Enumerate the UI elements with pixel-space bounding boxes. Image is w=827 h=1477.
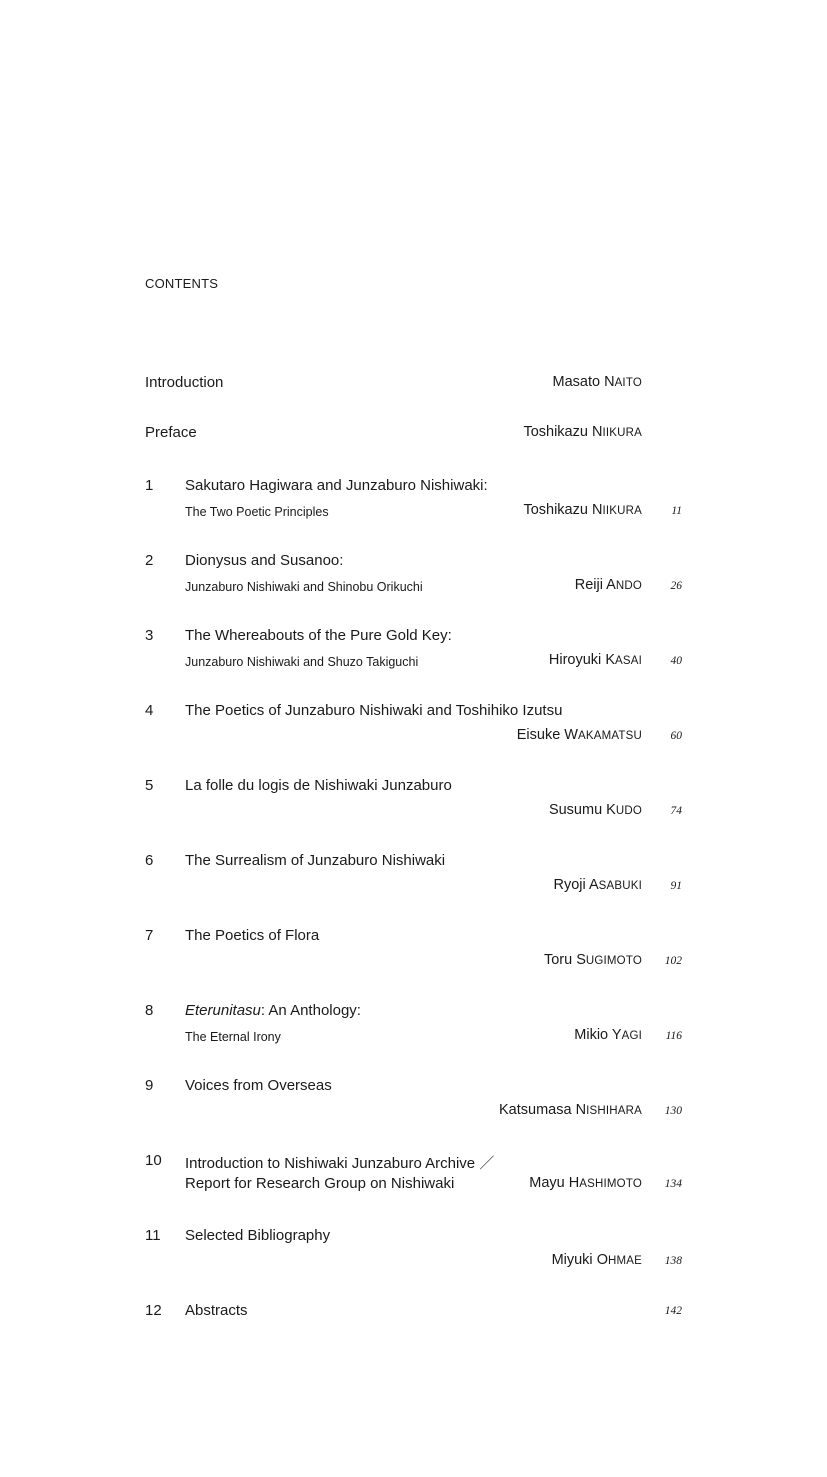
entry-author: Miyuki OHMAE (551, 1252, 642, 1268)
entry-page: 91 (670, 880, 682, 892)
entry-page: 11 (671, 505, 682, 517)
entry-number: 12 (145, 1302, 162, 1319)
entry-number: 9 (145, 1077, 154, 1094)
entry-title: The Poetics of Junzaburo Nishiwaki and Toshihiko Izutsu (185, 702, 563, 719)
entry-title: Preface (145, 424, 197, 441)
entry-number: 8 (145, 1002, 154, 1019)
entry-author: Mikio YAGI (574, 1027, 642, 1043)
contents-heading: CONTENTS (145, 276, 219, 291)
entry-author: Susumu KUDO (548, 802, 642, 818)
entry-title-line-2: Report for Research Group on Nishiwaki (185, 1175, 455, 1192)
entry-author: Toshikazu NIIKURA (523, 424, 642, 440)
entry-title: Dionysus and Susanoo: (185, 552, 344, 569)
entry-number: 7 (145, 927, 154, 944)
entry-author: Toshikazu NIIKURA (523, 502, 642, 518)
entry-page: 60 (670, 730, 682, 742)
entry-number: 4 (145, 702, 154, 719)
entry-subtitle: The Eternal Irony (185, 1030, 281, 1044)
entry-number: 5 (145, 777, 154, 794)
entry-page: 142 (664, 1305, 682, 1317)
entry-author: Reiji ANDO (574, 577, 642, 593)
entry-author: Ryoji ASABUKI (553, 877, 642, 893)
entry-page: 130 (664, 1105, 682, 1117)
entry-page: 74 (670, 805, 682, 817)
entry-title: The Surrealism of Junzaburo Nishiwaki (185, 852, 446, 869)
entry-subtitle: The Two Poetic Principles (185, 505, 329, 519)
entry-page: 40 (670, 655, 682, 667)
entry-author: Hiroyuki KASAI (548, 652, 642, 668)
entry-author: Eisuke WAKAMATSU (516, 727, 642, 743)
entry-title: Selected Bibliography (185, 1227, 331, 1244)
entry-title: Abstracts (185, 1302, 248, 1319)
entry-number: 1 (145, 477, 154, 494)
entry-author: Katsumasa NISHIHARA (499, 1102, 642, 1118)
entry-title: The Poetics of Flora (185, 927, 320, 944)
entry-page: 116 (665, 1030, 682, 1042)
entry-number: 6 (145, 852, 154, 869)
entry-number: 11 (145, 1227, 161, 1244)
entry-title: The Whereabouts of the Pure Gold Key: (185, 627, 452, 644)
entry-page: 138 (664, 1255, 682, 1267)
entry-title: Introduction to Nishiwaki Junzaburo Archive ／ (185, 1155, 495, 1172)
entry-subtitle: Junzaburo Nishiwaki and Shuzo Takiguchi (185, 655, 419, 669)
entry-author: Masato NAITO (552, 374, 642, 390)
entry-author: Toru SUGIMOTO (543, 952, 642, 968)
entry-title: Sakutaro Hagiwara and Junzaburo Nishiwaki: (185, 477, 488, 494)
entry-page: 134 (664, 1178, 682, 1190)
entry-author: Mayu HASHIMOTO (529, 1175, 642, 1191)
entry-number: 2 (145, 552, 154, 569)
entry-title: Eterunitasu: An Anthology: (185, 1002, 361, 1019)
entry-number: 3 (145, 627, 154, 644)
entry-page: 102 (664, 955, 682, 967)
entry-number: 10 (145, 1152, 162, 1169)
entry-page: 26 (670, 580, 682, 592)
entry-title: Introduction (145, 374, 224, 391)
entry-title: La folle du logis de Nishiwaki Junzaburo (185, 777, 452, 794)
entry-title: Voices from Overseas (185, 1077, 332, 1094)
entry-subtitle: Junzaburo Nishiwaki and Shinobu Orikuchi (185, 580, 423, 594)
